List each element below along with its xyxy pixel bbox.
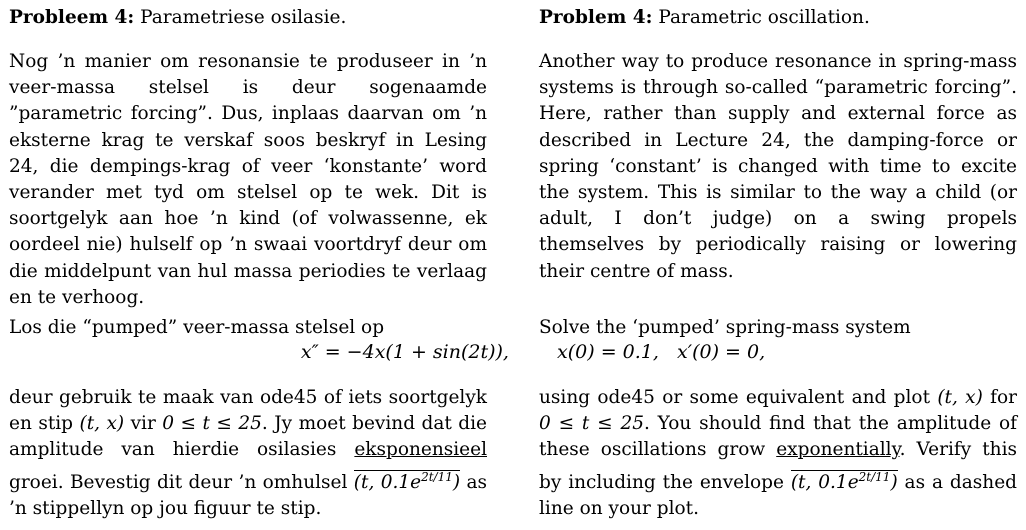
text-segment: for [982, 387, 1017, 408]
math-range: 0 ≤ t ≤ 25 [539, 413, 644, 435]
envelope-close: ) [452, 471, 461, 493]
envelope-close: ) [890, 471, 898, 493]
problem-heading [9, 5, 487, 31]
envelope-expression [354, 470, 460, 493]
underlined-word: eksponensieel [354, 439, 487, 461]
text-segment: groei. Bevestig dit deur ’n omhulsel [9, 471, 354, 493]
initial-conditions: x(0) = 0.1, x′(0) = 0, [557, 341, 766, 363]
english-column [539, 5, 1017, 341]
instructions-paragraph [539, 385, 1017, 522]
intro-paragraph: Another way to produce resonance in spring-mass systems is through so-called “parametric forcing”. Here, rather than supply and external force as described in Lecture 24, the damping-force or spring ‘constant’ is changed with time to excite the system. This is similar to the way a child (or adult, I don’t judge) on a swing propels themselves by periodically raising or lowering their centre of mass. [539, 51, 1017, 282]
solve-prompt: Los die “pumped” veer-massa stelsel op [9, 317, 385, 339]
problem-number: Probleem 4: [9, 7, 135, 28]
text-segment: as ’n stippellyn op jou figuur te stip. [9, 471, 487, 519]
text-segment: vir [124, 413, 163, 435]
afrikaans-column [9, 5, 487, 341]
underlined-word: exponentially [776, 439, 900, 461]
text-segment: . Jy moet bevind dat die amplitude van hierdie osilasies [9, 413, 487, 461]
solve-prompt: Solve the ‘pumped’ spring-mass system [539, 316, 911, 338]
text-segment: as a dashed line on your plot. [539, 471, 1017, 519]
math-tx: (t, x) [79, 413, 125, 435]
envelope-base: (t, 0.1e [790, 471, 859, 493]
problem-title: Parametriese osilasie. [140, 7, 347, 28]
text-segment: . Verify this by including the envelope [539, 439, 1017, 493]
envelope-expression [791, 470, 898, 493]
envelope-exponent: 2t/11 [858, 469, 891, 484]
envelope-exponent: 2t/11 [421, 469, 453, 484]
english-instructions [539, 385, 1017, 522]
afrikaans-instructions [9, 385, 487, 522]
envelope-base: (t, 0.1e [353, 471, 422, 493]
text-segment: . You should find that the amplitude of these oscillations grow [539, 413, 1017, 461]
problem-number: Problem 4: [539, 7, 653, 28]
problem-heading [539, 5, 1017, 31]
ode-expression: x″ = −4x(1 + sin(2t)), [300, 341, 509, 363]
math-range: 0 ≤ t ≤ 25 [162, 413, 262, 435]
intro-paragraph: Nog ’n manier om resonansie te produseer in ’n veer-massa stelsel is deur sogenaamde ”parametric forcing”. Dus, inplaas daarvan om ’n eksterne krag te verskaf soos beskryf in Lesing 24, die dempings-krag of veer ‘konstante’ word verander met tyd om stelsel op te wek. Dit is soortgelyk aan hoe ’n kind (of volwassenne, ek oordeel nie) hulself op ’n swaai voortdryf deur om die middelpunt van hul massa periodies te verlaag en te verhoog. [9, 51, 487, 308]
problem-title: Parametric oscillation. [658, 7, 870, 28]
text-segment: using ode45 or some equivalent and plot [539, 387, 938, 408]
math-tx: (t, x) [937, 387, 983, 408]
instructions-paragraph [9, 385, 487, 522]
text-segment: deur gebruik te maak van ode45 of iets soortgelyk en stip [9, 387, 487, 435]
ode-equation [0, 339, 1026, 365]
